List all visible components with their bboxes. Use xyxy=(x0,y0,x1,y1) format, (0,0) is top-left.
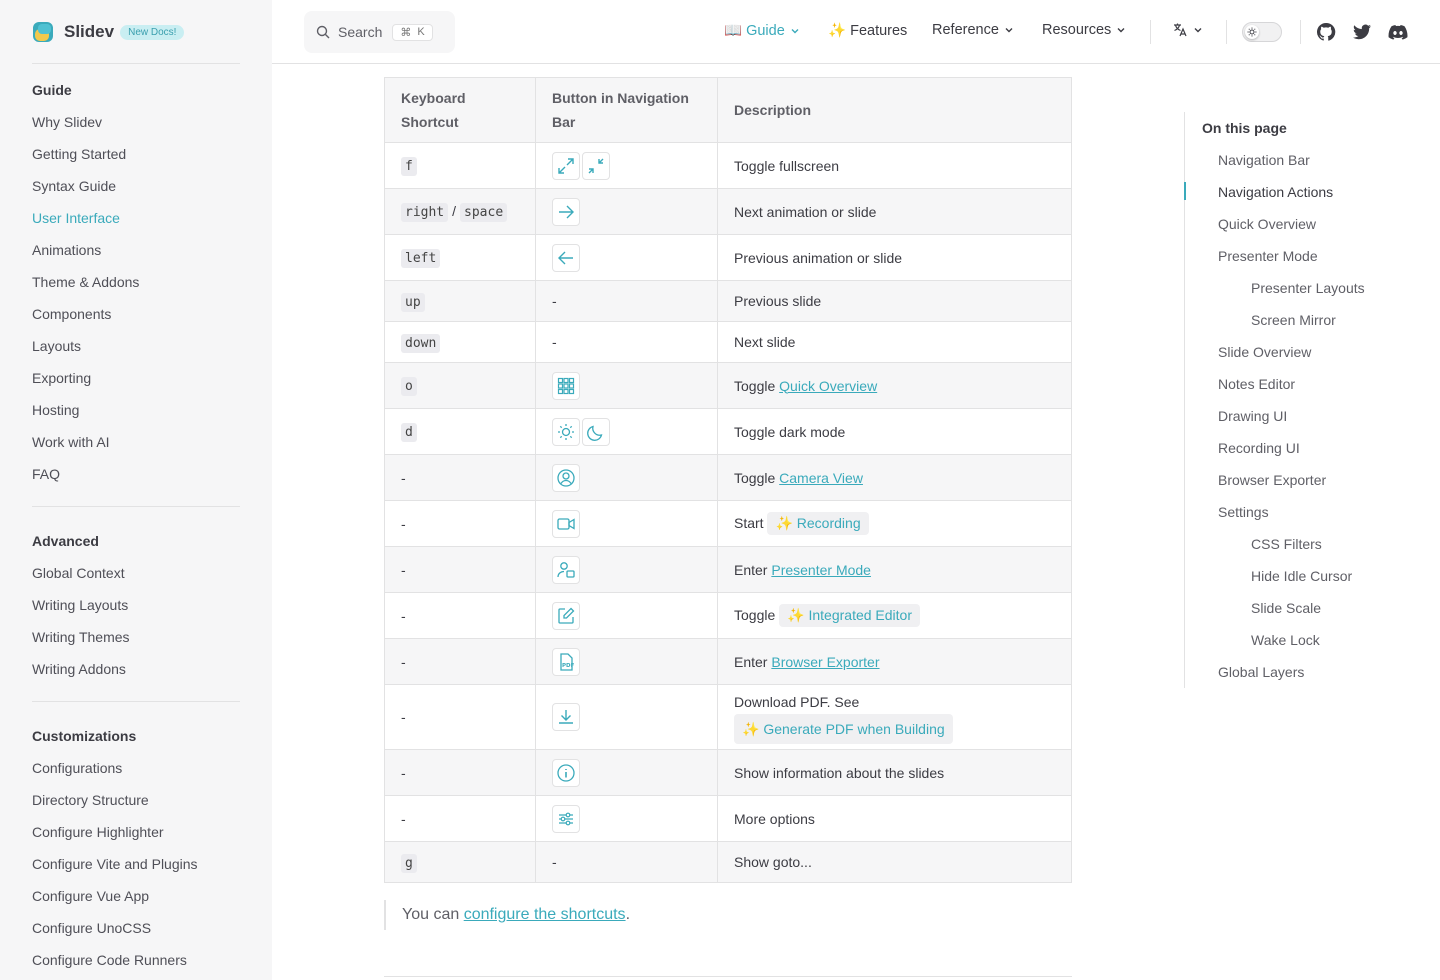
sidebar-divider xyxy=(32,63,240,64)
top-nav xyxy=(272,0,1440,64)
description-text: Previous slide xyxy=(734,293,822,309)
sidebar-item-faq[interactable]: FAQ xyxy=(32,466,61,482)
sidebar-item-theme-addons[interactable]: Theme & Addons xyxy=(32,274,140,290)
outline-item-hide-idle-cursor[interactable]: Hide Idle Cursor xyxy=(1251,568,1353,584)
shortcut-cell xyxy=(385,547,536,593)
outline-item-settings[interactable]: Settings xyxy=(1218,504,1269,520)
description-link[interactable]: Presenter Mode xyxy=(771,561,871,578)
outline-item-presenter-mode[interactable]: Presenter Mode xyxy=(1218,248,1318,264)
sun-icon xyxy=(1247,27,1257,37)
sidebar-item-animations[interactable]: Animations xyxy=(32,242,102,258)
no-shortcut: - xyxy=(401,709,406,725)
shortcuts-table xyxy=(384,77,1072,883)
nav-button-cell xyxy=(536,363,718,409)
feature-chip-link[interactable]: ✨ Generate PDF when Building xyxy=(734,714,953,744)
description-text: Start xyxy=(734,515,764,531)
shortcut-cell xyxy=(385,189,536,235)
sidebar-group-title: Advanced xyxy=(32,533,99,549)
table-row xyxy=(385,685,1072,750)
moon-icon xyxy=(586,422,606,442)
nav-button-cell xyxy=(536,639,718,685)
sidebar-item-writing-addons[interactable]: Writing Addons xyxy=(32,661,126,677)
sidebar-item-layouts[interactable]: Layouts xyxy=(32,338,82,354)
table-row xyxy=(385,796,1072,842)
shortcut-cell xyxy=(385,409,536,455)
table-row xyxy=(385,593,1072,639)
key-space: space xyxy=(460,203,507,222)
sidebar-item-configure-vite-and-plugins[interactable]: Configure Vite and Plugins xyxy=(32,856,198,872)
nav-button-cell xyxy=(536,593,718,639)
description-text: Download PDF. See xyxy=(734,694,860,710)
shortcut-cell xyxy=(385,235,536,281)
nav-button-cell xyxy=(536,842,718,883)
sidebar-group-title: Customizations xyxy=(32,728,137,744)
description-cell xyxy=(718,409,1072,455)
sidebar-divider xyxy=(32,701,240,702)
description-cell xyxy=(718,639,1072,685)
maximize-button[interactable] xyxy=(552,152,580,180)
shortcut-cell xyxy=(385,281,536,322)
nav-button-cell xyxy=(536,501,718,547)
outline-item-presenter-layouts[interactable]: Presenter Layouts xyxy=(1251,280,1365,296)
brand[interactable] xyxy=(32,20,184,44)
search-button[interactable] xyxy=(304,11,455,53)
description-text: Toggle xyxy=(734,377,776,394)
description-cell xyxy=(718,750,1072,796)
table-row xyxy=(385,281,1072,322)
shortcut-cell xyxy=(385,593,536,639)
sidebar xyxy=(0,0,272,980)
no-button: - xyxy=(552,293,557,309)
key-g: g xyxy=(401,854,417,873)
sidebar-item-writing-themes[interactable]: Writing Themes xyxy=(32,629,130,645)
outline-item-drawing-ui[interactable]: Drawing UI xyxy=(1218,408,1288,424)
key-up: up xyxy=(401,293,425,312)
key-f: f xyxy=(401,157,417,176)
description-cell xyxy=(718,322,1072,363)
chevron-down-icon xyxy=(790,26,800,36)
sidebar-item-user-interface[interactable]: User Interface xyxy=(32,210,120,226)
sidebar-item-why-slidev[interactable]: Why Slidev xyxy=(32,114,103,130)
shortcut-cell xyxy=(385,143,536,189)
nav-button-cell xyxy=(536,685,718,750)
description-text: Next slide xyxy=(734,334,796,350)
sidebar-item-hosting[interactable]: Hosting xyxy=(32,402,80,418)
description-link[interactable]: Camera View xyxy=(779,469,863,486)
table-row xyxy=(385,639,1072,685)
presenter-button[interactable] xyxy=(552,556,580,584)
sidebar-item-getting-started[interactable]: Getting Started xyxy=(32,146,127,162)
table-row xyxy=(385,750,1072,796)
pdf-icon xyxy=(556,652,576,672)
shortcut-cell xyxy=(385,796,536,842)
video-button[interactable] xyxy=(552,510,580,538)
key-right: right xyxy=(401,203,448,222)
toggle-knob xyxy=(1245,25,1259,39)
dark-mode-toggle[interactable] xyxy=(1242,22,1282,42)
shortcuts-table-container xyxy=(384,77,1072,883)
description-cell xyxy=(718,189,1072,235)
description-text: Show goto... xyxy=(734,854,812,870)
nav-button-cell xyxy=(536,750,718,796)
outline-item-navigation-bar[interactable]: Navigation Bar xyxy=(1218,152,1310,168)
sidebar-item-directory-structure[interactable]: Directory Structure xyxy=(32,792,149,808)
shortcut-cell xyxy=(385,750,536,796)
description-text: Toggle xyxy=(734,607,776,623)
outline-item-navigation-actions[interactable]: Navigation Actions xyxy=(1218,184,1334,200)
description-cell xyxy=(718,235,1072,281)
video-icon xyxy=(556,514,576,534)
no-shortcut: - xyxy=(401,607,406,624)
description-text: Toggle fullscreen xyxy=(734,157,840,174)
note-suffix: . xyxy=(625,906,631,923)
outline-item-recording-ui[interactable]: Recording UI xyxy=(1218,440,1300,456)
nav-button-cell xyxy=(536,189,718,235)
sidebar-item-work-with-ai[interactable]: Work with AI xyxy=(32,434,110,450)
shortcut-cell xyxy=(385,501,536,547)
outline-item-wake-lock[interactable]: Wake Lock xyxy=(1251,632,1320,648)
nav-button-cell xyxy=(536,547,718,593)
chevron-down-icon xyxy=(1004,25,1014,35)
description-text: Toggle dark mode xyxy=(734,423,846,440)
description-text: Previous animation or slide xyxy=(734,249,903,266)
table-row xyxy=(385,143,1072,189)
shortcut-cell xyxy=(385,639,536,685)
user-circle-button[interactable] xyxy=(552,464,580,492)
chevron-down-icon xyxy=(1193,25,1203,35)
outline-item-slide-overview[interactable]: Slide Overview xyxy=(1218,344,1312,360)
key-down: down xyxy=(401,334,440,353)
nav-separator xyxy=(1226,20,1227,44)
sidebar-item-exporting[interactable]: Exporting xyxy=(32,370,92,386)
sidebar-group-title: Guide xyxy=(32,82,72,98)
key-d: d xyxy=(401,423,417,442)
nav-features[interactable] xyxy=(828,22,907,39)
outline-active-marker xyxy=(1184,182,1186,200)
nav-resources[interactable] xyxy=(1042,22,1126,38)
description-text: Enter xyxy=(734,561,768,578)
header-keyboard-shortcut: Keyboard Shortcut xyxy=(385,78,536,143)
header-description: Description xyxy=(718,78,1072,143)
brand-name: Slidev xyxy=(64,22,115,41)
settings-button[interactable] xyxy=(552,805,580,833)
table-row xyxy=(385,363,1072,409)
translate-icon xyxy=(1172,22,1188,38)
content-divider xyxy=(384,976,1072,977)
nav-reference[interactable] xyxy=(932,22,1014,38)
table-body xyxy=(385,143,1072,883)
outline-item-css-filters[interactable]: CSS Filters xyxy=(1251,536,1322,552)
no-shortcut: - xyxy=(401,561,406,578)
minimize-icon xyxy=(586,156,606,176)
arrow-left-button[interactable] xyxy=(552,244,580,272)
edit-button[interactable] xyxy=(552,602,580,630)
arrow-left-icon xyxy=(556,248,576,268)
description-text: Next animation or slide xyxy=(734,203,877,220)
nav-button-cell xyxy=(536,322,718,363)
key-o: o xyxy=(401,377,417,396)
nav-resources-label: Resources xyxy=(1042,22,1112,38)
cmd-key: ⌘ xyxy=(400,26,412,39)
table-row xyxy=(385,842,1072,883)
nav-button-cell xyxy=(536,796,718,842)
grid-icon xyxy=(556,376,576,396)
description-text: Enter xyxy=(734,653,768,670)
slidev-logo-icon xyxy=(32,21,54,43)
description-text: Toggle xyxy=(734,469,776,486)
outline-item-notes-editor[interactable]: Notes Editor xyxy=(1218,376,1296,392)
no-shortcut: - xyxy=(401,469,406,486)
nav-separator xyxy=(1300,20,1301,44)
header-nav-button: Button in Navigation Bar xyxy=(536,78,718,143)
arrow-right-icon xyxy=(556,202,576,222)
feature-chip-link[interactable]: ✨ Recording xyxy=(767,512,868,535)
table-row xyxy=(385,322,1072,363)
sidebar-item-components[interactable]: Components xyxy=(32,306,112,322)
pdf-button[interactable] xyxy=(552,648,580,676)
new-docs-badge: New Docs! xyxy=(120,25,184,40)
outline-item-browser-exporter[interactable]: Browser Exporter xyxy=(1218,472,1327,488)
description-link[interactable]: Quick Overview xyxy=(779,377,878,394)
maximize-icon xyxy=(556,156,576,176)
no-shortcut: - xyxy=(401,810,406,827)
sidebar-item-configurations[interactable]: Configurations xyxy=(32,760,123,776)
arrow-right-button[interactable] xyxy=(552,198,580,226)
nav-features-label: ✨ Features xyxy=(828,23,908,39)
description-cell xyxy=(718,593,1072,639)
sidebar-item-configure-code-runners[interactable]: Configure Code Runners xyxy=(32,952,187,968)
minimize-button[interactable] xyxy=(582,152,610,180)
description-cell xyxy=(718,796,1072,842)
key-separator: / xyxy=(452,203,457,219)
description-cell xyxy=(718,281,1072,322)
sidebar-divider xyxy=(32,506,240,507)
no-shortcut: - xyxy=(401,515,406,532)
outline-item-slide-scale[interactable]: Slide Scale xyxy=(1251,600,1322,616)
info-button[interactable] xyxy=(552,759,580,787)
table-row xyxy=(385,189,1072,235)
edit-icon xyxy=(556,606,576,626)
description-text: More options xyxy=(734,810,815,827)
grid-button[interactable] xyxy=(552,372,580,400)
key-left: left xyxy=(401,249,440,268)
moon-button[interactable] xyxy=(582,418,610,446)
nav-button-cell xyxy=(536,235,718,281)
shortcut-cell xyxy=(385,363,536,409)
outline-title: On this page xyxy=(1202,120,1287,136)
table-header-row xyxy=(385,78,1072,143)
configure-shortcuts-link[interactable]: configure the shortcuts xyxy=(463,906,626,923)
page-outline xyxy=(1184,112,1424,688)
download-button[interactable] xyxy=(552,703,580,731)
nav-guide[interactable] xyxy=(724,22,800,39)
discord-icon[interactable] xyxy=(1388,22,1408,42)
nav-button-cell xyxy=(536,281,718,322)
description-cell xyxy=(718,547,1072,593)
description-text: Show information about the slides xyxy=(734,764,945,781)
no-button: - xyxy=(552,854,557,870)
no-shortcut: - xyxy=(401,653,406,670)
search-icon xyxy=(316,25,330,39)
shortcut-cell xyxy=(385,322,536,363)
table-row xyxy=(385,501,1072,547)
outline-item-global-layers[interactable]: Global Layers xyxy=(1218,664,1305,680)
note-prefix: You can xyxy=(402,906,464,923)
description-cell xyxy=(718,363,1072,409)
description-cell xyxy=(718,685,1072,750)
sidebar-item-configure-unocss[interactable]: Configure UnoCSS xyxy=(32,920,152,936)
table-row xyxy=(385,409,1072,455)
nav-button-cell xyxy=(536,409,718,455)
presenter-icon xyxy=(556,560,576,580)
feature-chip-link[interactable]: ✨ Integrated Editor xyxy=(779,604,920,627)
nav-button-cell xyxy=(536,455,718,501)
svg-text:PDF: PDF xyxy=(562,662,575,669)
sidebar-item-writing-layouts[interactable]: Writing Layouts xyxy=(32,597,129,613)
shortcuts-note xyxy=(384,900,630,930)
sidebar-item-configure-highlighter[interactable]: Configure Highlighter xyxy=(32,824,164,840)
table-row xyxy=(385,455,1072,501)
sidebar-item-configure-vue-app[interactable]: Configure Vue App xyxy=(32,888,150,904)
outline-item-quick-overview[interactable]: Quick Overview xyxy=(1218,216,1317,232)
shortcut-cell xyxy=(385,842,536,883)
nav-button-cell xyxy=(536,143,718,189)
github-icon[interactable] xyxy=(1316,22,1336,42)
shortcut-cell xyxy=(385,455,536,501)
table-row xyxy=(385,547,1072,593)
sun-icon xyxy=(556,422,576,442)
description-cell xyxy=(718,143,1072,189)
description-cell xyxy=(718,501,1072,547)
info-icon xyxy=(556,763,576,783)
table-row xyxy=(385,235,1072,281)
sidebar-item-global-context[interactable]: Global Context xyxy=(32,565,125,581)
nav-guide-label: 📖 Guide xyxy=(724,23,785,39)
download-icon xyxy=(556,707,576,727)
search-label: Search xyxy=(338,24,383,40)
nav-separator xyxy=(1150,20,1151,44)
settings-icon xyxy=(556,809,576,829)
outline-item-screen-mirror[interactable]: Screen Mirror xyxy=(1251,312,1336,328)
twitter-icon[interactable] xyxy=(1352,22,1372,42)
no-button: - xyxy=(552,334,557,350)
chevron-down-icon xyxy=(1116,25,1126,35)
k-key: K xyxy=(417,25,425,38)
shortcut-cell xyxy=(385,685,536,750)
description-cell xyxy=(718,842,1072,883)
user-circle-icon xyxy=(556,468,576,488)
nav-reference-label: Reference xyxy=(932,22,999,38)
no-shortcut: - xyxy=(401,764,406,781)
sidebar-item-syntax-guide[interactable]: Syntax Guide xyxy=(32,178,117,194)
language-switcher[interactable] xyxy=(1172,22,1203,38)
description-cell xyxy=(718,455,1072,501)
sun-button[interactable] xyxy=(552,418,580,446)
description-link[interactable]: Browser Exporter xyxy=(771,653,880,670)
search-shortcut xyxy=(392,24,432,41)
